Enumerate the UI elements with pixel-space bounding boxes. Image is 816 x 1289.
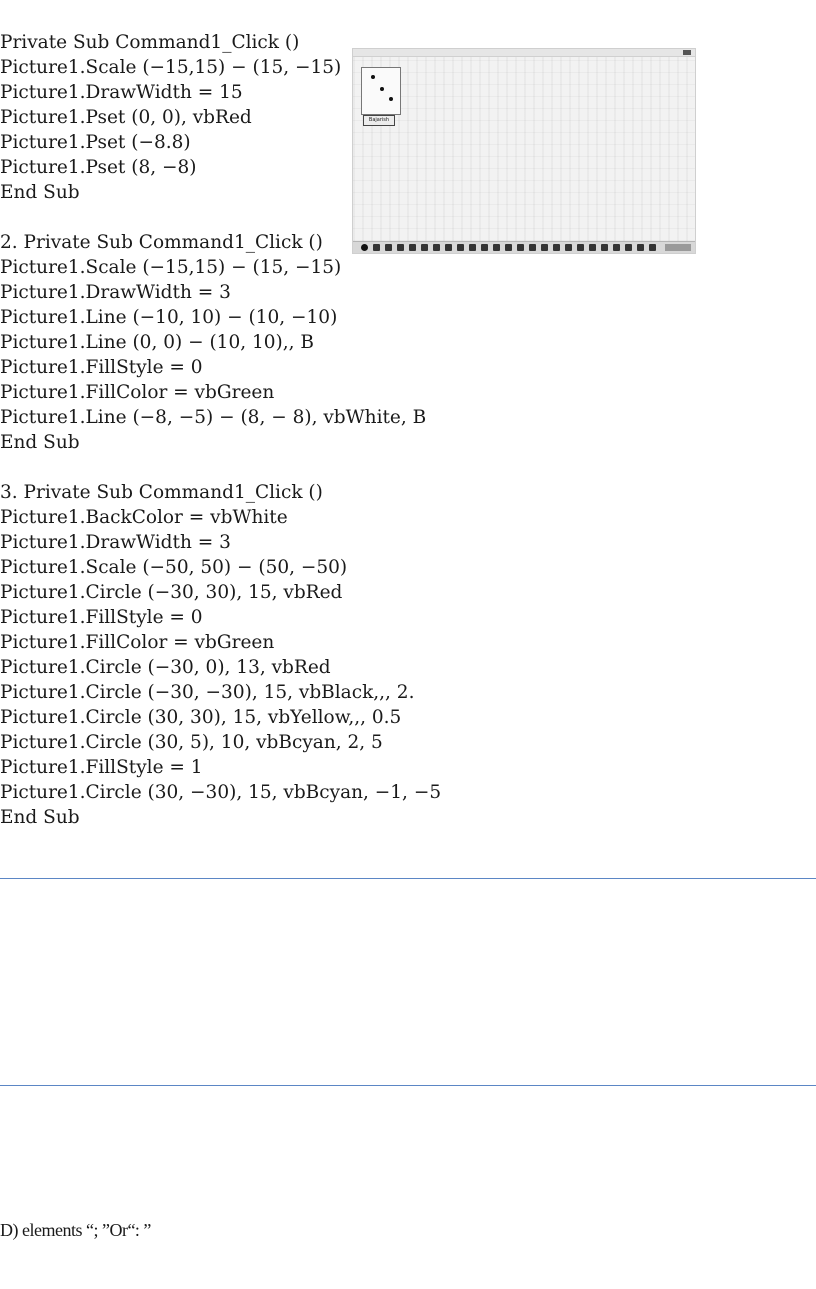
taskbar-app-icon xyxy=(553,244,560,251)
point-marker xyxy=(380,87,384,91)
code-line: 2. Private Sub Command1_Click () xyxy=(0,232,323,253)
picture-box xyxy=(361,67,401,115)
taskbar-app-icon xyxy=(481,244,488,251)
code-line: End Sub xyxy=(0,807,80,828)
window-titlebar xyxy=(353,49,695,57)
close-icon xyxy=(683,50,691,55)
taskbar xyxy=(353,241,695,253)
taskbar-app-icon xyxy=(529,244,536,251)
code-line: Picture1.Pset (−8.8) xyxy=(0,132,191,153)
taskbar-app-icon xyxy=(397,244,404,251)
code-line: Picture1.Circle (−30, −30), 15, vbBlack,,, 2. xyxy=(0,682,415,703)
taskbar-app-icon xyxy=(601,244,608,251)
code-block-2 xyxy=(0,230,440,455)
taskbar-app-icon xyxy=(565,244,572,251)
code-line: Picture1.DrawWidth = 3 xyxy=(0,282,231,303)
taskbar-app-icon xyxy=(469,244,476,251)
code-block-3 xyxy=(0,480,440,830)
taskbar-app-icon xyxy=(373,244,380,251)
taskbar-app-icon xyxy=(457,244,464,251)
code-line: 3. Private Sub Command1_Click () xyxy=(0,482,323,503)
taskbar-app-icon xyxy=(649,244,656,251)
code-line: Picture1.Scale (−15,15) − (15, −15) xyxy=(0,57,342,78)
taskbar-app-icon xyxy=(613,244,620,251)
system-tray xyxy=(665,244,691,251)
code-line: Picture1.Circle (30, 5), 10, vbBcyan, 2, 5 xyxy=(0,732,383,753)
taskbar-app-icon xyxy=(493,244,500,251)
code-line: Picture1.Scale (−50, 50) − (50, −50) xyxy=(0,557,348,578)
code-line: Picture1.FillStyle = 0 xyxy=(0,607,203,628)
code-line: Picture1.Pset (8, −8) xyxy=(0,157,197,178)
taskbar-app-icon xyxy=(637,244,644,251)
taskbar-app-icon xyxy=(589,244,596,251)
command-button: Bajarish xyxy=(363,115,395,126)
spacer xyxy=(0,455,440,480)
code-line: Picture1.Line (0, 0) − (10, 10),, B xyxy=(0,332,314,353)
taskbar-app-icon xyxy=(445,244,452,251)
code-line: Picture1.FillColor = vbGreen xyxy=(0,382,275,403)
code-line: Picture1.FillStyle = 0 xyxy=(0,357,203,378)
code-line: Picture1.FillColor = vbGreen xyxy=(0,632,275,653)
code-line: Picture1.DrawWidth = 15 xyxy=(0,82,243,103)
code-line: Picture1.DrawWidth = 3 xyxy=(0,532,231,553)
program-output-screenshot xyxy=(352,48,696,254)
code-line: Picture1.BackColor = vbWhite xyxy=(0,507,288,528)
taskbar-app-icon xyxy=(577,244,584,251)
taskbar-app-icon xyxy=(421,244,428,251)
code-line: Picture1.Pset (0, 0), vbRed xyxy=(0,107,252,128)
taskbar-app-icon xyxy=(385,244,392,251)
code-line: End Sub xyxy=(0,182,80,203)
horizontal-rule xyxy=(0,878,816,879)
taskbar-app-icon xyxy=(517,244,524,251)
taskbar-app-icon xyxy=(505,244,512,251)
code-line: Picture1.Line (−8, −5) − (8, − 8), vbWhite, B xyxy=(0,407,427,428)
taskbar-app-icon xyxy=(625,244,632,251)
taskbar-app-icon xyxy=(409,244,416,251)
code-line: Picture1.Line (−10, 10) − (10, −10) xyxy=(0,307,338,328)
code-line: Picture1.Circle (30, 30), 15, vbYellow,,, 0.5 xyxy=(0,707,402,728)
footer-text: D) elements “; ”Or“: ” xyxy=(0,1220,151,1240)
code-line: Picture1.Scale (−15,15) − (15, −15) xyxy=(0,257,342,278)
point-marker xyxy=(389,97,393,101)
code-line: Private Sub Command1_Click () xyxy=(0,32,300,53)
start-icon xyxy=(361,244,368,251)
code-line: Picture1.Circle (−30, 0), 13, vbRed xyxy=(0,657,331,678)
point-marker xyxy=(371,75,375,79)
code-line: Picture1.FillStyle = 1 xyxy=(0,757,203,778)
code-line: End Sub xyxy=(0,432,80,453)
horizontal-rule xyxy=(0,1085,816,1086)
taskbar-app-icon xyxy=(433,244,440,251)
code-line: Picture1.Circle (−30, 30), 15, vbRed xyxy=(0,582,343,603)
taskbar-app-icon xyxy=(541,244,548,251)
code-line: Picture1.Circle (30, −30), 15, vbBcyan, −1, −5 xyxy=(0,782,442,803)
